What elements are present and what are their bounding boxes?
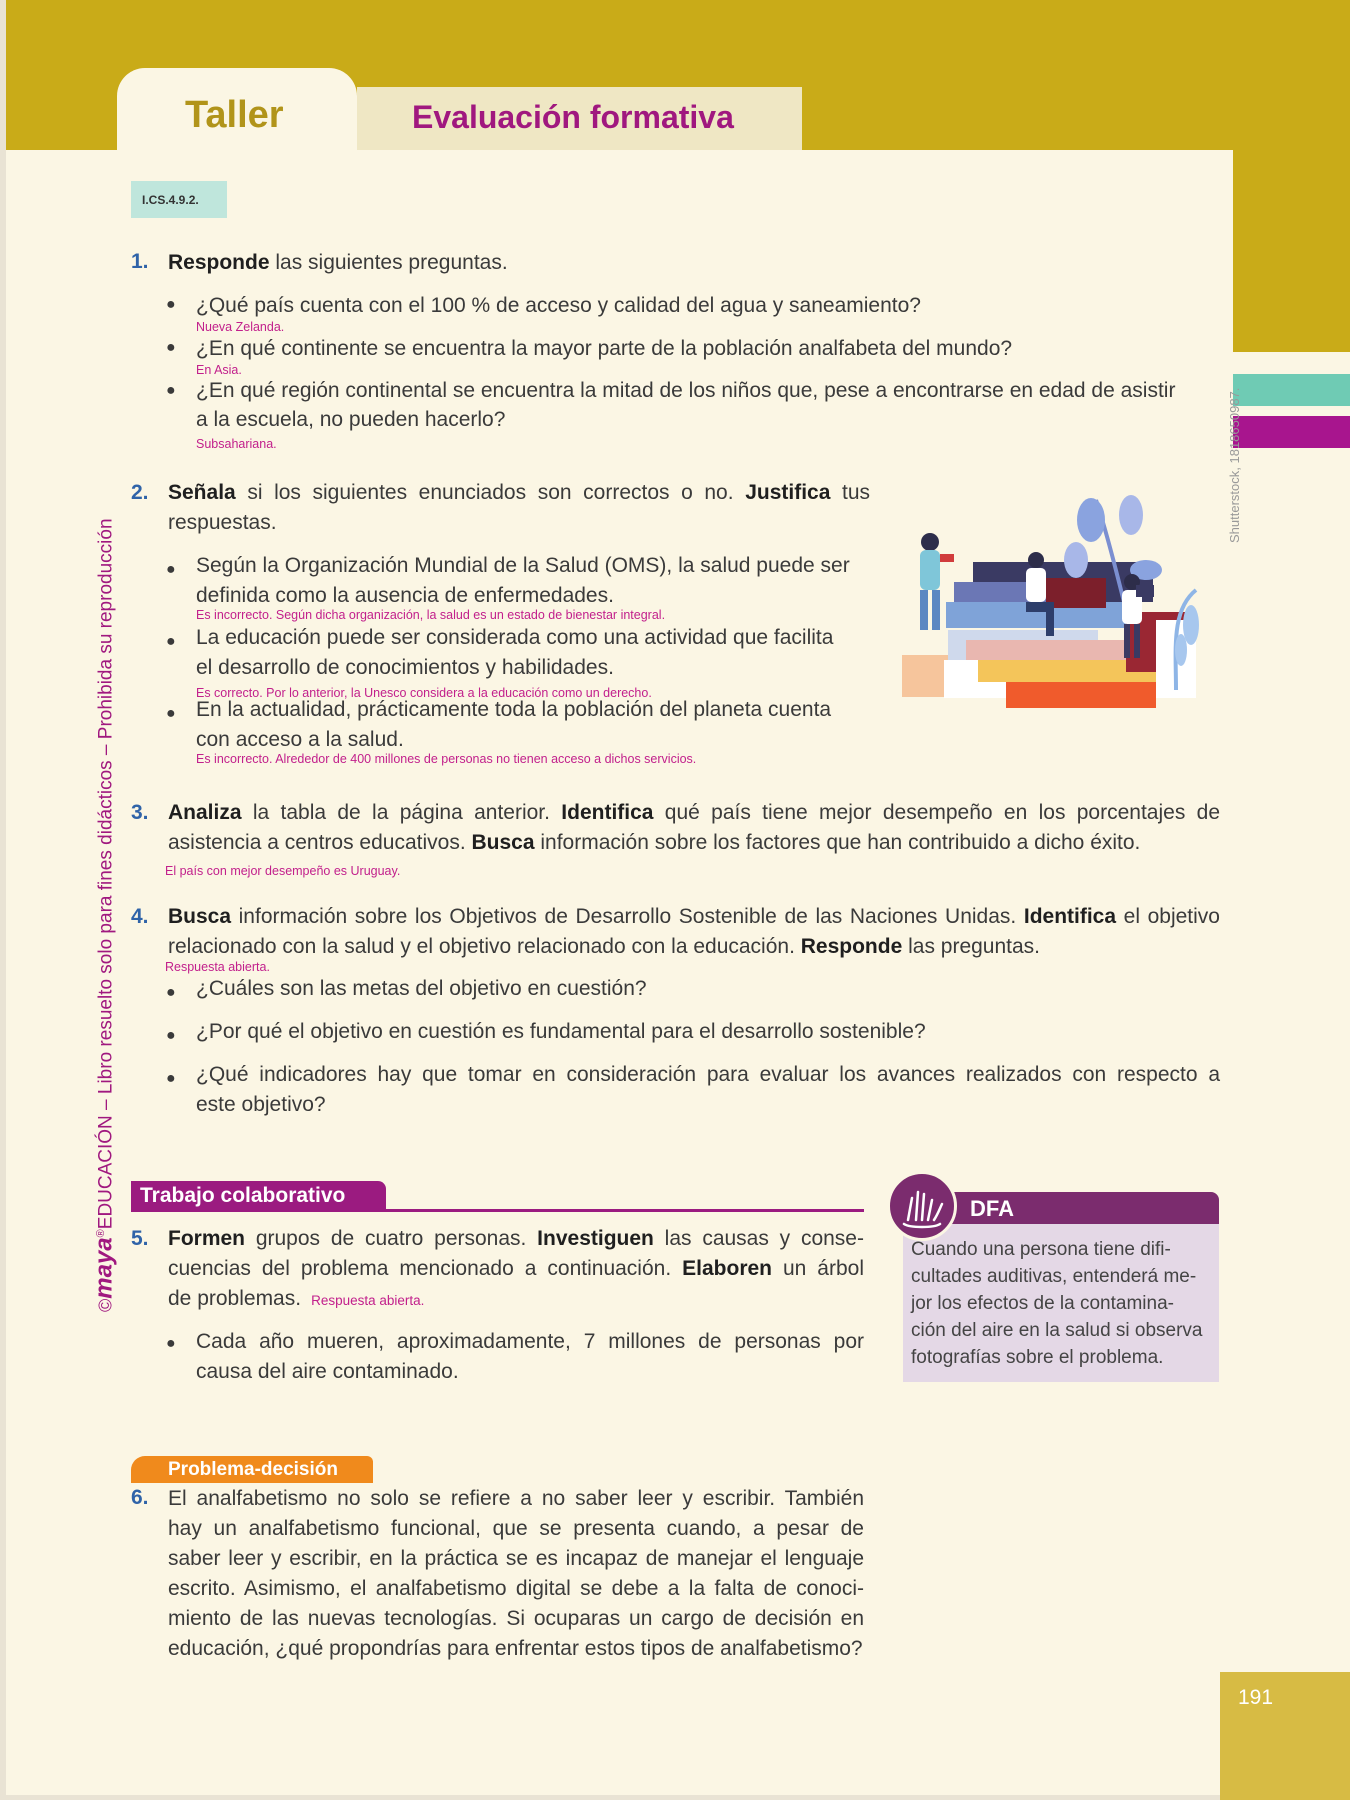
q3-verb-2: Identifica	[561, 801, 654, 824]
teal-marker-tab	[1233, 374, 1350, 406]
q1-item-1: ¿Qué país cuenta con el 100 % de acceso y calidad del agua y saneamiento?	[196, 294, 921, 317]
bullet-dot: ●	[166, 1070, 176, 1087]
q5-text-1: grupos de cuatro personas.	[245, 1227, 538, 1250]
q5-text-5: de problemas.	[168, 1287, 302, 1310]
collaborative-work-tag	[131, 1181, 386, 1212]
bullet-dot: ●	[166, 705, 176, 722]
collaborative-work-rule	[386, 1209, 864, 1212]
dfa-line-3: jor los efectos de la contamina-	[911, 1293, 1174, 1314]
q2-instruction-end: tus	[830, 481, 871, 504]
q2-item-3-line-1: En la actualidad, prácticamente toda la población del planeta cuenta	[196, 698, 832, 721]
bottom-page-edge	[0, 1795, 1350, 1800]
q3-line-1	[168, 798, 1220, 828]
q5-text-3: cuencias del problema mencionado a continuación.	[168, 1257, 683, 1280]
q4-text-4: las preguntas.	[902, 935, 1041, 958]
q1-instruction-rest: las siguientes preguntas.	[269, 251, 508, 274]
q5-line-1	[168, 1224, 864, 1254]
q2-verb-2: Justifica	[745, 481, 831, 504]
q3-text-3: asistencia a centros educativos.	[168, 831, 472, 854]
q4-item-3-line-2: este objetivo?	[196, 1093, 326, 1116]
bullet-dot: ●	[166, 561, 176, 578]
registered-mark: ®	[95, 1229, 107, 1238]
q5-item-line-1: Cada año mueren, aproximadamente, 7 millones de personas por	[196, 1330, 864, 1353]
q3-text-4: información sobre los factores que han contribuido a dicho éxito.	[534, 831, 1141, 854]
bullet-dot: ●	[166, 633, 176, 650]
collaborative-work-label: Trabajo colaborativo	[140, 1184, 346, 1207]
right-margin-band	[1233, 0, 1350, 352]
page-number: 191	[1238, 1686, 1274, 1709]
dfa-line-4: ción del aire en la salud si observa	[911, 1320, 1203, 1341]
q1-item-3-line-2: a la escuela, no pueden hacerlo?	[196, 408, 506, 431]
q3-text-2: qué país tiene mejor desempeño en los porcentajes de	[653, 801, 1221, 824]
q4-item-1: ¿Cuáles son las metas del objetivo en cuestión?	[196, 977, 647, 1000]
q4-item-3-line-1: ¿Qué indicadores hay que tomar en consideración para evaluar los avances realizados con respecto a	[196, 1063, 1220, 1086]
dfa-line-5: fotografías sobre el problema.	[911, 1347, 1164, 1368]
q1-item-3-line-1: ¿En qué región continental se encuentra la mitad de los niños que, pese a encontrarse en edad de asistir	[196, 379, 1176, 402]
q1-item-2: ¿En qué continente se encuentra la mayor parte de la población analfabeta del mundo?	[196, 337, 1013, 360]
taller-tab	[117, 68, 357, 158]
q6-line-3: saber leer y escribir, en la práctica se es incapaz de manejar el lenguaje	[168, 1547, 864, 1570]
q6-line-5: miento de las nuevas tecnologías. Si ocuparas un cargo de decisión en	[168, 1607, 864, 1630]
bullet-dot: ●	[166, 1027, 176, 1044]
q6-line-1: El analfabetismo no solo se refiere a no saber leer y escribir. También	[168, 1487, 864, 1510]
q1-instruction	[168, 248, 508, 278]
books-and-people-illustration	[896, 490, 1221, 712]
q2-instruction-line-2: respuestas.	[168, 511, 277, 534]
q4-line-1	[168, 902, 1220, 932]
dfa-line-2: cultades auditivas, entenderá me-	[911, 1266, 1197, 1287]
q5-line-3	[168, 1284, 424, 1316]
q4-verb-1: Busca	[168, 905, 232, 928]
q6-number: 6.	[131, 1486, 149, 1509]
q2-answer-3: Es incorrecto. Alrededor de 400 millones de personas no tienen acceso a dichos servicios.	[196, 752, 697, 766]
brand-name: maya	[90, 1237, 118, 1299]
bullet-dot: ●	[166, 296, 176, 313]
copyright-symbol: ©	[95, 1298, 116, 1312]
q6-line-2: hay un analfabetismo funcional, que se presenta cuando, a pesar de	[168, 1517, 864, 1540]
q2-item-2-line-2: el desarrollo de conocimientos y habilidades.	[196, 656, 614, 679]
q2-verb-1: Señala	[168, 481, 236, 504]
bullet-dot: ●	[166, 339, 176, 356]
q3-number: 3.	[131, 801, 149, 824]
problem-decision-tag	[131, 1456, 373, 1483]
dfa-title: DFA	[970, 1196, 1014, 1221]
q4-text-2: el objetivo	[1116, 905, 1220, 928]
bullet-dot: ●	[166, 984, 176, 1001]
q4-number: 4.	[131, 905, 149, 928]
q4-verb-2: Identifica	[1023, 905, 1117, 928]
left-page-edge	[0, 0, 6, 1800]
q3-line-2	[168, 828, 1140, 858]
q5-item-line-2: causa del aire contaminado.	[196, 1360, 459, 1383]
indicator-code-badge	[131, 181, 227, 218]
q3-verb-3: Busca	[471, 831, 535, 854]
section-title-tab	[357, 87, 802, 150]
q6-line-6: educación, ¿qué propondrías para enfrentar estos tipos de analfabetismo?	[168, 1637, 863, 1660]
q2-item-1-line-1: Según la Organización Mundial de la Salud (OMS), la salud puede ser	[196, 554, 850, 577]
q5-verb-3: Elaboren	[682, 1257, 772, 1280]
q5-number: 5.	[131, 1227, 149, 1250]
q1-number: 1.	[131, 250, 149, 273]
q1-answer-3: Subsahariana.	[196, 437, 277, 451]
q5-line-2	[168, 1254, 864, 1284]
q4-answer: Respuesta abierta.	[165, 960, 270, 974]
q5-answer: Respuesta abierta.	[311, 1293, 425, 1308]
indicator-code: I.CS.4.9.2.	[142, 193, 199, 207]
image-credit: Shutterstock, 1818650987.	[1227, 387, 1242, 543]
dfa-line-1: Cuando una persona tiene difi-	[911, 1239, 1171, 1260]
q5-text-2: las causas y conse-	[653, 1227, 864, 1250]
magenta-marker-tab	[1233, 416, 1350, 448]
section-title: Evaluación formativa	[412, 99, 734, 135]
q4-item-2: ¿Por qué el objetivo en cuestión es fundamental para el desarrollo sostenible?	[196, 1020, 926, 1043]
q3-answer: El país con mejor desempeño es Uruguay.	[165, 864, 401, 878]
q3-verb-1: Analiza	[168, 801, 242, 824]
q2-item-3-line-2: con acceso a la salud.	[196, 728, 404, 751]
page-number-box	[1220, 1672, 1350, 1800]
q4-line-2	[168, 932, 1040, 962]
q2-instruction-mid: si los siguientes enunciados son correctos o no.	[235, 481, 746, 504]
side-note-text: EDUCACIÓN – Libro resuelto solo para fines didácticos – Prohibida su reproducción	[95, 518, 117, 1230]
q2-item-1-line-2: definida como la ausencia de enfermedades.	[196, 584, 614, 607]
q4-text-3: relacionado con la salud y el objetivo relacionado con la educación.	[168, 935, 801, 958]
q5-verb-2: Investiguen	[537, 1227, 654, 1250]
q3-text-1: la tabla de la página anterior.	[241, 801, 562, 824]
q6-line-4: escrito. Asimismo, el analfabetismo digital se debe a la falta de conoci-	[168, 1577, 864, 1600]
q2-answer-2: Es correcto. Por lo anterior, la Unesco considera a la educación como un derecho.	[196, 686, 652, 700]
q4-verb-3: Responde	[800, 935, 903, 958]
q4-text-1: información sobre los Objetivos de Desarrollo Sostenible de las Naciones Unidas.	[231, 905, 1024, 928]
problem-decision-label: Problema-decisión	[168, 1459, 338, 1480]
q2-answer-1: Es incorrecto. Según dicha organización, la salud es un estado de bienestar integral.	[196, 608, 666, 622]
q1-answer-2: En Asia.	[196, 363, 242, 377]
copyright-side-note	[84, 482, 118, 1312]
q2-item-2-line-1: La educación puede ser considerada como una actividad que facilita	[196, 626, 834, 649]
q5-verb-1: Formen	[168, 1227, 246, 1250]
q1-answer-1: Nueva Zelanda.	[196, 320, 285, 334]
hand-sign-icon	[887, 1171, 957, 1241]
taller-tab-label: Taller	[185, 94, 284, 136]
q2-instruction-line-1	[168, 478, 870, 508]
q1-verb: Responde	[168, 251, 270, 274]
q5-text-4: un árbol	[772, 1257, 864, 1280]
bullet-dot: ●	[166, 382, 176, 399]
bullet-dot: ●	[166, 1335, 176, 1352]
q2-number: 2.	[131, 481, 149, 504]
